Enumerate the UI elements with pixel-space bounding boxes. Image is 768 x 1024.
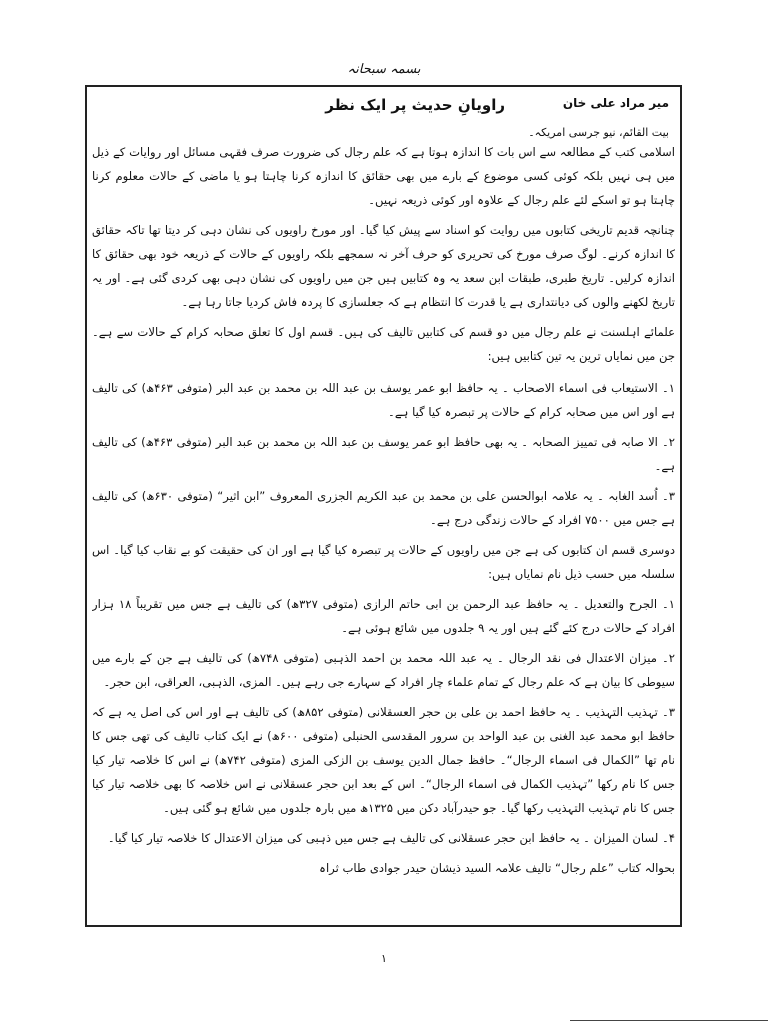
reference-note: بحوالہ کتاب ”علم رجال“ تالیف علامہ السید ذیشان حیدر جوادی طاب ثراہ bbox=[319, 861, 675, 875]
paragraph: چنانچہ قدیم تاریخی کتابوں میں روایت کو اسناد سے پیش کیا گیا۔ اور مورخ راویوں کی نشان دہی کر دیتا تھا تاکہ حقائق کا اندازہ کرنے۔ لوگ صرف مورخ کی تحریری کو حرف آخر نہ سمجھے بلکہ راویوں کے حالات کے ذریعہ خود بھی حقائق کا اندازہ کرلیں۔ تاریخ طبری، طبقات ابن سعد یہ وہ کتابیں ہیں جن میں راویوں کی نشان دہی بھی کردی گئی ہے۔ اور یہ تاریخ لکھنے والوں کی دیانتداری ہے یا قدرت کا انتظام ہے کہ جعلسازی کا پردہ فاش کردیا جاتا رہا ہے۔ bbox=[92, 223, 675, 309]
list-item: ۳۔ اُسد الغابہ ۔ یہ علامہ ابوالحسن علی بن محمد بن عبد الکریم الجزری المعروف ”ابن اثیر“ (متوفی ۶۳۰ھ) کی تالیف ہے جس میں ۷۵۰۰ افراد کے حالات زندگی درج ہے۔ bbox=[92, 489, 675, 527]
list-item: ۴۔ لسان المیزان ۔ یہ حافظ ابن حجر عسقلانی کی تالیف ہے جس میں ذہبی کی میزان الاعتدال کا خلاصہ تیار کیا گیا۔ bbox=[107, 831, 675, 845]
author-address: بیت القائم، نیو جرسی امریکہ۔ bbox=[528, 126, 669, 139]
article-title: راویانِ حدیث پر ایک نظر bbox=[325, 96, 505, 114]
page-number: ۱ bbox=[381, 952, 387, 965]
paragraph: اسلامی کتب کے مطالعہ سے اس بات کا اندازہ ہوتا ہے کہ علم رجال کی ضرورت صرف فقہی مسائل اور روایات کے ذیل میں ہی نہیں بلکہ کوئی کسی موضوع کے بارے میں بھی حقائق کا اندازہ کرنا چاہتا ہو یا ماضی کے حالات معلوم کرنا چاہتا ہو تو اسکے لئے علم رجال کے علاوہ اور کوئی ذریعہ نہیں۔ bbox=[92, 145, 675, 207]
page-heading: بسمہ سبحانہ bbox=[347, 62, 421, 77]
list-item: ۲۔ الا صابہ فی تمییز الصحابہ ۔ یہ بھی حافظ ابو عمر یوسف بن عبد اللہ بن محمد بن عبد البر (متوفی ۴۶۳ھ) کی تالیف ہے۔ bbox=[92, 435, 675, 473]
document-body bbox=[92, 92, 675, 920]
list-item: ۲۔ میزان الاعتدال فی نقد الرجال ۔ یہ عبد اللہ محمد بن احمد الذہبی (متوفی ۷۴۸ھ) کی تالیف ہے جن کے بارے میں سیوطی کا بیان ہے کہ علم رجال کے تمام علماء چار افراد کے سہارے جی رہے ہیں۔ المزی، الذہبی، العراقی، ابن حجر۔ bbox=[92, 651, 675, 689]
list-item: ۱۔ الجرح والتعدیل ۔ یہ حافظ عبد الرحمن بن ابی حاتم الرازی (متوفی ۳۲۷ھ) کی تالیف ہے جس میں تقریباً ۱۸ ہزار افراد کے حالات درج کئے گئے ہیں اور یہ ۹ جلدوں میں شائع ہوئی ہے۔ bbox=[92, 597, 675, 635]
header-block bbox=[92, 92, 675, 140]
footer-rule bbox=[570, 1020, 768, 1021]
paragraph: دوسری قسم ان کتابوں کی ہے جن میں راویوں کے حالات پر تبصرہ کیا گیا ہے اور ان کی حقیقت کو بے نقاب کیا گیا۔ اس سلسلہ میں حسب ذیل نام نمایاں ہیں: bbox=[92, 543, 675, 581]
paragraph: علمائے اہلسنت نے علم رجال میں دو قسم کی کتابیں تالیف کی ہیں۔ قسم اول کا تعلق صحابہ کرام کے حالات سے ہے۔ جن میں نمایاں ترین یہ تین کتابیں ہیں: bbox=[92, 325, 675, 363]
author-name: میر مراد علی خان bbox=[562, 96, 669, 110]
list-item: ۳۔ تہذیب التہذیب ۔ یہ حافظ احمد بن علی بن حجر العسقلانی (متوفی ۸۵۲ھ) کی تالیف ہے اور اس کی اصل یہ ہے کہ حافظ ابو محمد عبد الغنی بن عبد الواحد بن سرور المقدسی الحنبلی (متوفی ۶۰۰ھ) نے ایک کتاب تالیف کی تھی جس کا نام تھا ”الکمال فی اسماء الرجال“۔ حافظ جمال الدین یوسف بن الزکی المزی (متوفی ۷۴۲ھ) نے اس کا خلاصہ تیار کیا جس کا نام رکھا ”تہذیب الکمال فی اسماء الرجال“۔ اس کے بعد ابن حجر عسقلانی نے اس خلاصہ کا بھی خلاصہ تیار کیا جس کا نام تہذیب التہذیب رکھا گیا۔ جو حیدرآباد دکن میں ۱۳۲۵ھ میں بارہ جلدوں میں شائع ہو گئی ہیں۔ bbox=[92, 705, 675, 815]
list-item: ۱۔ الاستیعاب فی اسماء الاصحاب ۔ یہ حافظ ابو عمر یوسف بن عبد اللہ بن محمد بن عبد البر (متوفی ۴۶۳ھ) کی تالیف ہے اور اس میں صحابہ کرام کے حالات پر تبصرہ کیا گیا ہے۔ bbox=[92, 381, 675, 419]
